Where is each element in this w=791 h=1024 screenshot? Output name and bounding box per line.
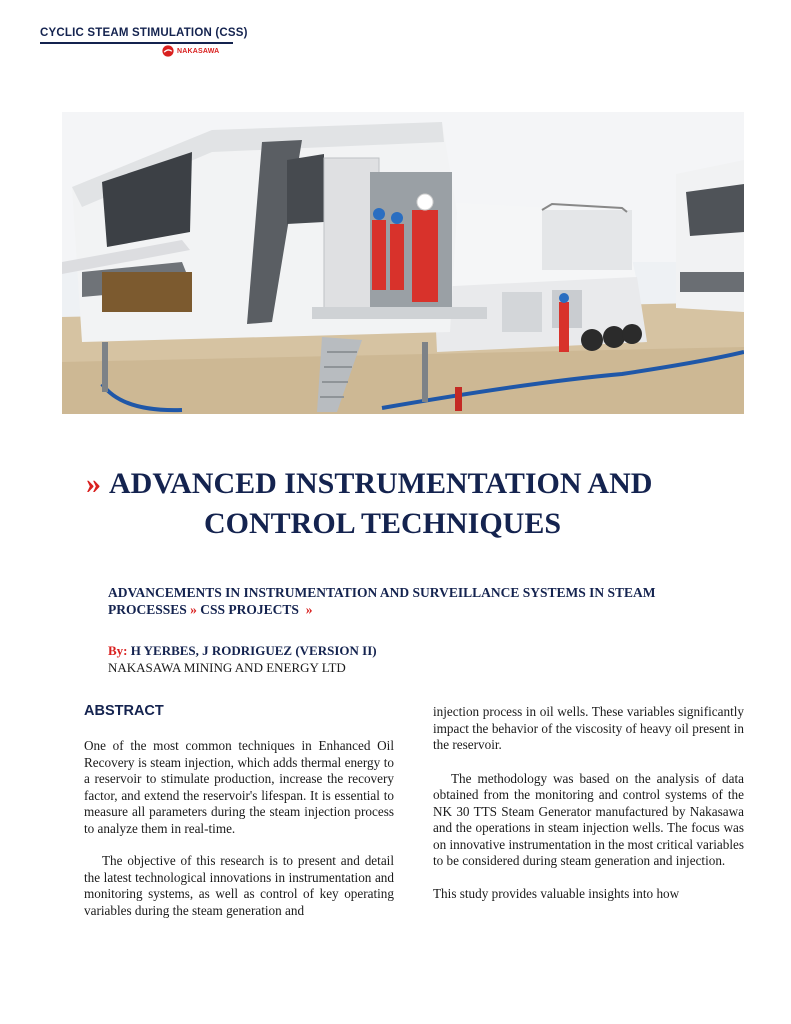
abstract-paragraph: injection process in oil wells. These variables significantly impact the behavior of the viscosity of heavy oil present in the reservoir.	[433, 704, 744, 752]
company-logo	[162, 45, 219, 57]
nakasawa-logo-icon	[162, 45, 174, 57]
abstract-paragraph: One of the most common techniques in Enhanced Oil Recovery is steam injection, which adds thermal energy to a reservoir to stimulate production, increase the recovery factor, and extend the reservoir's lifespan. It is essential to measure all parameters during the steam injection process to analyze them in real-time.	[84, 738, 394, 836]
abstract-paragraph: The objective of this research is to present and detail the latest technological innovations in instrumentation and monitoring systems, as well as control of key operating variables during the steam generation and	[84, 853, 394, 918]
company-name: NAKASAWA MINING AND ENERGY LTD	[108, 660, 346, 675]
subtitle-arrow-icon: »	[190, 602, 197, 617]
steam-generator-truck-photo	[62, 112, 744, 414]
title-arrow-icon: »	[86, 467, 101, 500]
abstract-paragraph: This study provides valuable insights into how	[433, 885, 680, 901]
abstract-paragraph: The methodology was based on the analysis of data obtained from the monitoring and control systems of the NK 30 TTS Steam Generator manufactured by Nakasawa and the operations in steam injection wells. The focus was on innovative instrumentation in the most critical variables to be considered during steam generation and injection.	[433, 770, 744, 868]
left-column	[84, 738, 394, 919]
subtitle-end-arrow-icon: »	[305, 602, 313, 617]
authors: H YERBES, J RODRIGUEZ (VERSION II)	[130, 643, 377, 658]
article-subtitle	[108, 584, 718, 618]
article-title	[86, 464, 726, 544]
header-rule	[40, 42, 233, 44]
logo-text: NAKASAWA	[177, 47, 220, 55]
title-line-1: ADVANCED INSTRUMENTATION AND	[109, 467, 653, 500]
subtitle-text: ADVANCEMENTS IN INSTRUMENTATION AND SURVEILLANCE SYSTEMS IN STEAM PROCESSES	[108, 585, 656, 617]
subtitle-projects: CSS PROJECTS	[200, 602, 299, 617]
abstract-heading: ABSTRACT	[84, 703, 164, 719]
by-label: By:	[108, 643, 128, 658]
title-line-2: CONTROL TECHNIQUES	[204, 507, 562, 540]
header-title: CYCLIC STEAM STIMULATION (CSS)	[40, 27, 248, 39]
byline	[108, 642, 377, 676]
right-column	[433, 704, 744, 902]
